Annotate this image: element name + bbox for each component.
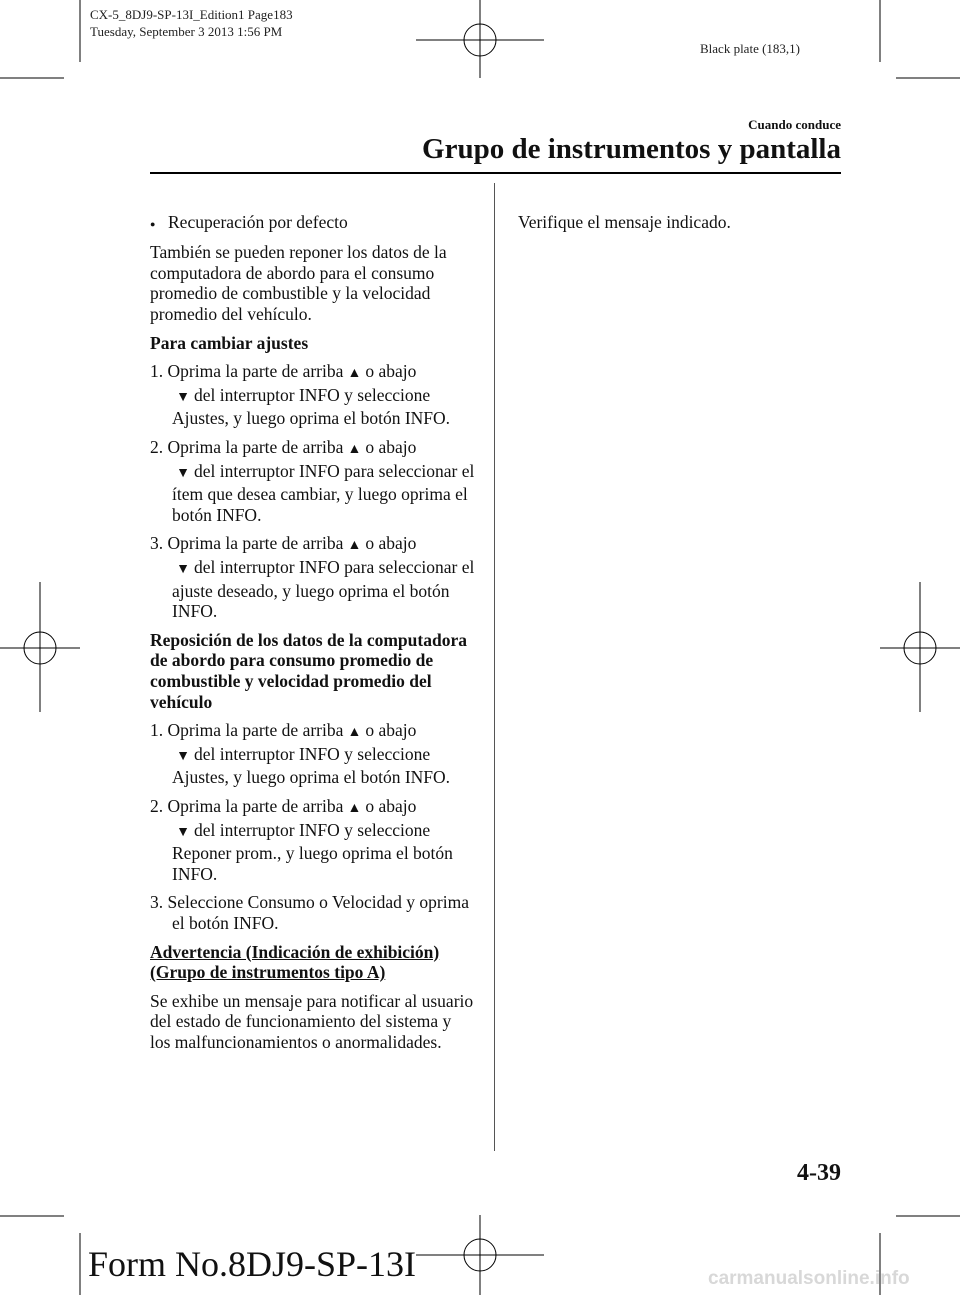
down-arrow-icon: ▼ <box>176 824 190 840</box>
step-text-post: del interruptor INFO y seleccione Reponer prom., y luego oprima el botón INFO. <box>172 819 453 884</box>
step-number: 1. <box>150 361 164 382</box>
right-text: Verifique el mensaje indicado. <box>518 212 731 232</box>
step-text-mid: o abajo <box>365 795 417 816</box>
up-arrow-icon: ▲ <box>347 800 362 816</box>
right-column <box>518 212 843 241</box>
down-arrow-icon: ▼ <box>176 748 190 764</box>
step-text-pre: Oprima la parte de arriba <box>167 361 344 382</box>
warning-paragraph: Se exhibe un mensaje para notificar al usuario del estado de funcionamiento del sistema y los malfuncionamientos o anormalidades. <box>150 990 474 1052</box>
step-text-pre: Oprima la parte de arriba <box>167 795 344 816</box>
form-number: Form No.8DJ9-SP-13I <box>88 1244 417 1284</box>
step-item <box>150 361 475 429</box>
heading-warning-line1: Advertencia (Indicación de exhibición) <box>150 941 440 962</box>
left-column <box>150 212 475 1060</box>
step-number: 2. <box>150 437 164 458</box>
section-label: Cuando conduce <box>748 117 841 132</box>
down-arrow-icon: ▼ <box>176 562 190 577</box>
down-arrow-icon: ▼ <box>176 389 190 405</box>
step-number: 3. <box>150 533 164 554</box>
heading-warning-line2: (Grupo de instrumentos tipo A) <box>150 962 386 983</box>
up-arrow-icon: ▲ <box>347 442 362 458</box>
down-arrow-icon: ▼ <box>176 465 190 481</box>
step-item <box>150 437 475 525</box>
step-number: 3. <box>150 892 164 913</box>
file-info <box>90 6 293 40</box>
intro-paragraph: También se pueden reponer los datos de la computadora de abordo para el consumo promedio de combustible y la velocidad promedio del vehículo. <box>150 242 447 325</box>
step-text-post: del interruptor INFO y seleccione Ajustes, y luego oprima el botón INFO. <box>172 384 451 429</box>
heading-warning <box>150 942 475 983</box>
step-item <box>150 796 475 884</box>
bullet-item <box>150 212 475 234</box>
page-number: 4-39 <box>797 1160 841 1186</box>
step-text-pre: Oprima la parte de arriba <box>167 533 344 554</box>
bullet-item-text: Recuperación por defecto <box>168 212 348 232</box>
step-item <box>150 720 475 788</box>
step-text-mid: o abajo <box>365 437 417 458</box>
step-text-pre: Oprima la parte de arriba <box>167 720 344 741</box>
step-text-post: del interruptor INFO y seleccione Ajustes, y luego oprima el botón INFO. <box>172 743 451 788</box>
step-text-post: del interruptor INFO para seleccionar el ítem que desea cambiar, y luego oprima el botón INFO. <box>172 460 475 525</box>
header-rule <box>150 172 841 174</box>
step-text-post: del interruptor INFO para seleccionar el ajuste deseado, y luego oprima el botón INFO. <box>172 557 475 622</box>
step-number: 2. <box>150 795 164 816</box>
page-title: Grupo de instrumentos y pantalla <box>422 133 841 165</box>
step-item <box>150 533 475 621</box>
step-number: 1. <box>150 720 164 741</box>
up-arrow-icon: ▲ <box>347 538 362 554</box>
plate-label: Black plate (183,1) <box>700 41 800 56</box>
heading-change-settings: Para cambiar ajustes <box>150 332 309 353</box>
column-divider <box>494 183 495 1151</box>
bullet-icon: ● <box>150 218 156 229</box>
step-text: Seleccione Consumo o Velocidad y oprima el botón INFO. <box>167 892 469 933</box>
file-info-line2: Tuesday, September 3 2013 1:56 PM <box>90 24 283 39</box>
up-arrow-icon: ▲ <box>347 725 362 741</box>
file-info-line1: CX-5_8DJ9-SP-13I_Edition1 Page183 <box>90 7 293 22</box>
up-arrow-icon: ▲ <box>347 366 362 382</box>
heading-reset-data: Reposición de los datos de la computadora de abordo para consumo promedio de combustible y velocidad promedio del vehículo <box>150 629 467 712</box>
step-text-mid: o abajo <box>365 720 417 741</box>
step-item <box>150 892 475 933</box>
step-text-pre: Oprima la parte de arriba <box>167 437 344 458</box>
watermark: carmanualsonline.info <box>708 1268 910 1289</box>
step-text-mid: o abajo <box>365 361 417 382</box>
step-text-mid: o abajo <box>365 533 417 554</box>
